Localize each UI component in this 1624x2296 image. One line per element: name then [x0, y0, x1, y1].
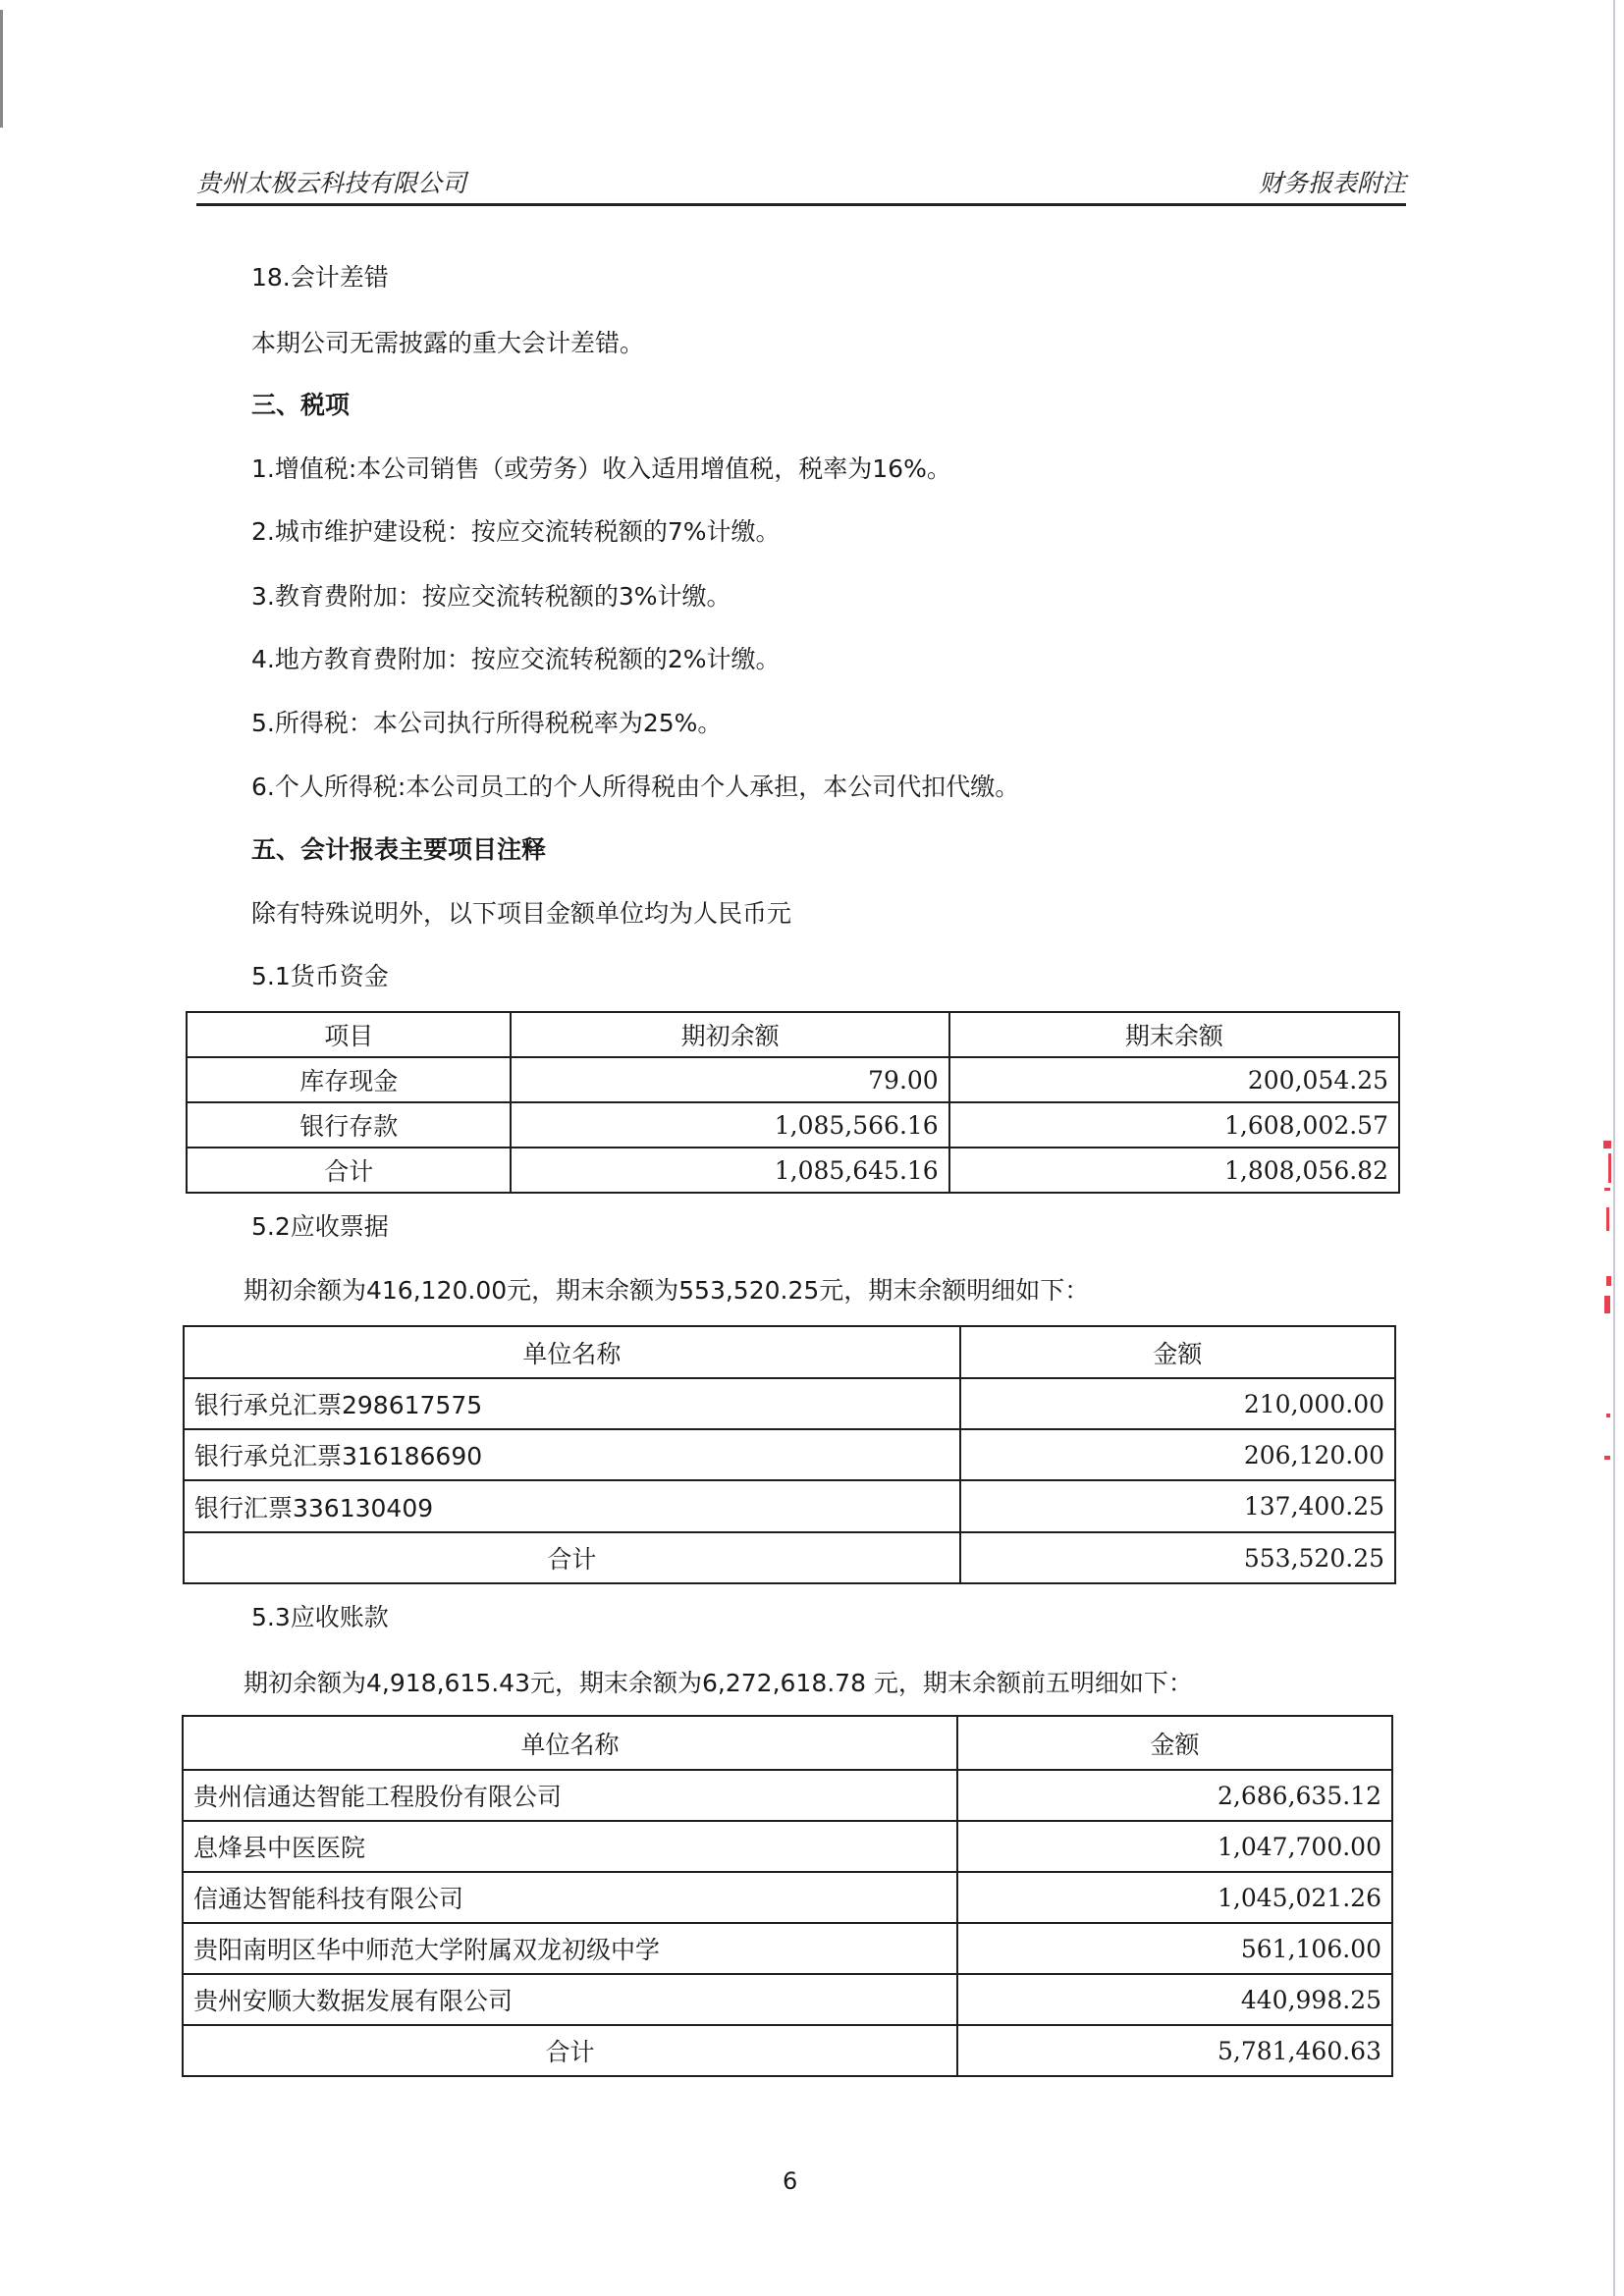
name-cell: 银行承兑汇票316186690 — [184, 1429, 960, 1480]
table-row — [183, 1770, 1392, 1821]
amount-cell: 137,400.25 — [960, 1480, 1395, 1532]
seal-fragment — [1606, 1414, 1610, 1417]
tax-item: 2.城市维护建设税：按应交流转税额的7%计缴。 — [251, 517, 781, 546]
table-row — [183, 1923, 1392, 1974]
item-cell: 合计 — [187, 1148, 511, 1193]
table-row — [184, 1429, 1395, 1480]
notes-intro: 除有特殊说明外，以下项目金额单位均为人民币元 — [251, 899, 792, 928]
table3-summary: 期初余额为4,918,615.43元，期末余额为6,272,618.78 元，期末余额前五明细如下： — [244, 1669, 1193, 1697]
tax-section-title: 三、税项 — [251, 391, 351, 419]
table-header-row — [183, 1716, 1392, 1770]
table-row — [187, 1102, 1399, 1148]
name-cell: 贵阳南明区华中师范大学附属双龙初级中学 — [183, 1923, 957, 1974]
total-label: 合计 — [184, 1532, 960, 1583]
table-row — [187, 1057, 1399, 1102]
amount-cell: 2,686,635.12 — [957, 1770, 1392, 1821]
table-total-row — [187, 1148, 1399, 1193]
name-cell: 信通达智能科技有限公司 — [183, 1872, 957, 1923]
item-cell: 库存现金 — [187, 1057, 511, 1102]
tax-item: 5.所得税：本公司执行所得税税率为25%。 — [251, 709, 723, 737]
amount-cell: 210,000.00 — [960, 1378, 1395, 1429]
amount-cell: 1,608,002.57 — [949, 1102, 1399, 1148]
table-row — [184, 1480, 1395, 1532]
amount-cell: 206,120.00 — [960, 1429, 1395, 1480]
column-header: 单位名称 — [183, 1716, 957, 1770]
column-header: 单位名称 — [184, 1326, 960, 1378]
amount-cell: 1,045,021.26 — [957, 1872, 1392, 1923]
table3-title: 5.3应收账款 — [251, 1603, 389, 1631]
item-cell: 银行存款 — [187, 1102, 511, 1148]
total-amount: 5,781,460.63 — [957, 2025, 1392, 2076]
scan-edge-line — [1613, 0, 1615, 2296]
notes-receivable-table — [183, 1325, 1396, 1584]
seal-fragment — [1606, 1276, 1611, 1286]
header-company: 贵州太极云科技有限公司 — [196, 169, 467, 197]
tax-item: 1.增值税:本公司销售（或劳务）收入适用增值税，税率为16%。 — [251, 454, 951, 483]
page-number: 6 — [783, 2167, 798, 2195]
table2-summary: 期初余额为416,120.00元，期末余额为553,520.25元，期末余额明细如下： — [244, 1276, 1090, 1305]
name-cell: 银行汇票336130409 — [184, 1480, 960, 1532]
amount-cell: 79.00 — [511, 1057, 948, 1102]
table-row — [183, 1821, 1392, 1872]
amount-cell: 1,047,700.00 — [957, 1821, 1392, 1872]
section-18-body: 本期公司无需披露的重大会计差错。 — [251, 329, 645, 357]
table-total-row — [184, 1532, 1395, 1583]
section-18-title: 18.会计差错 — [251, 263, 389, 292]
column-header: 期末余额 — [949, 1012, 1399, 1057]
table-row — [183, 1974, 1392, 2025]
table-header-row — [187, 1012, 1399, 1057]
table-header-row — [184, 1326, 1395, 1378]
table-total-row — [183, 2025, 1392, 2076]
header-doc-title: 财务报表附注 — [1258, 169, 1406, 197]
amount-cell: 1,085,566.16 — [511, 1102, 948, 1148]
seal-fragment — [1604, 1296, 1610, 1313]
header-rule — [196, 203, 1406, 206]
seal-fragment — [1604, 1188, 1610, 1191]
seal-fragment — [1604, 1456, 1610, 1460]
name-cell: 息烽县中医医院 — [183, 1821, 957, 1872]
seal-fragment — [1606, 1207, 1609, 1231]
amount-cell: 200,054.25 — [949, 1057, 1399, 1102]
amount-cell: 1,085,645.16 — [511, 1148, 948, 1193]
table1-title: 5.1货币资金 — [251, 962, 389, 990]
total-label: 合计 — [183, 2025, 957, 2076]
amount-cell: 440,998.25 — [957, 1974, 1392, 2025]
total-amount: 553,520.25 — [960, 1532, 1395, 1583]
table-row — [183, 1872, 1392, 1923]
seal-fragment — [1608, 1153, 1611, 1183]
tax-item: 4.地方教育费附加：按应交流转税额的2%计缴。 — [251, 645, 781, 673]
tax-item: 3.教育费附加：按应交流转税额的3%计缴。 — [251, 582, 731, 611]
notes-section-title: 五、会计报表主要项目注释 — [251, 835, 547, 864]
name-cell: 贵州信通达智能工程股份有限公司 — [183, 1770, 957, 1821]
accounts-receivable-table — [182, 1715, 1393, 2077]
name-cell: 贵州安顺大数据发展有限公司 — [183, 1974, 957, 2025]
column-header: 金额 — [960, 1326, 1395, 1378]
name-cell: 银行承兑汇票298617575 — [184, 1378, 960, 1429]
amount-cell: 1,808,056.82 — [949, 1148, 1399, 1193]
cash-table — [186, 1011, 1400, 1194]
seal-fragment — [1603, 1141, 1611, 1148]
column-header: 项目 — [187, 1012, 511, 1057]
amount-cell: 561,106.00 — [957, 1923, 1392, 1974]
column-header: 期初余额 — [511, 1012, 948, 1057]
table-row — [184, 1378, 1395, 1429]
scan-edge-mark — [0, 10, 3, 128]
table2-title: 5.2应收票据 — [251, 1212, 389, 1241]
column-header: 金额 — [957, 1716, 1392, 1770]
tax-item: 6.个人所得税:本公司员工的个人所得税由个人承担，本公司代扣代缴。 — [251, 773, 1020, 801]
